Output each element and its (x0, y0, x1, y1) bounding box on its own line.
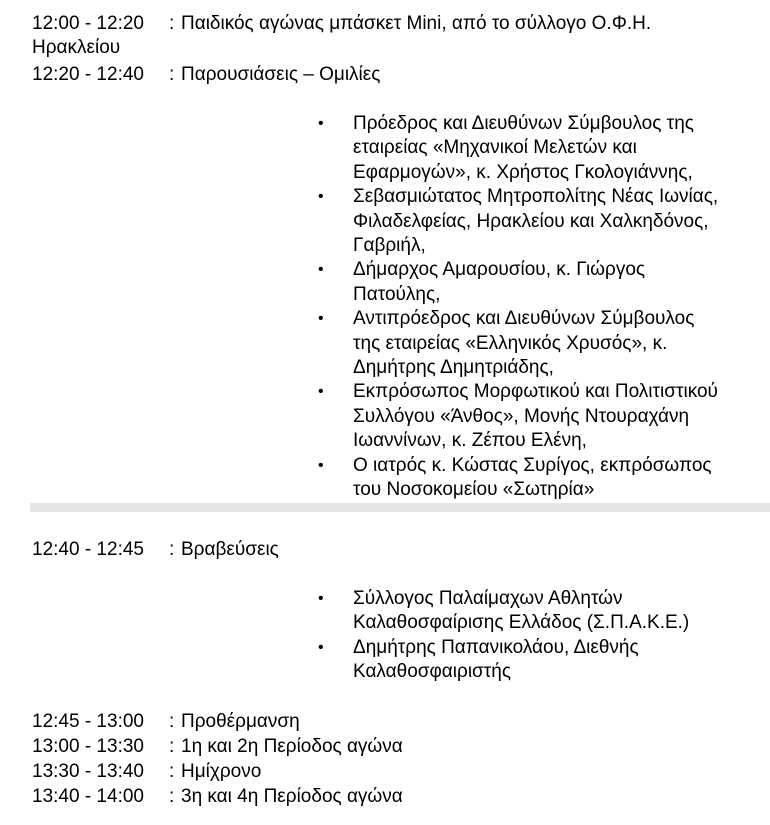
schedule-desc: 1η και 2η Περίοδος αγώνα (181, 736, 403, 757)
speaker-line: της εταιρείας «Ελληνικός Χρυσός», κ. (353, 332, 668, 354)
separator: : (169, 711, 175, 732)
schedule-row (32, 710, 300, 734)
schedule-time: 12:20 - 12:40 (32, 64, 144, 85)
separator: : (169, 786, 175, 807)
speaker-line: Πατούλης, (353, 283, 441, 305)
speaker-line: Γαβριήλ, (353, 235, 426, 257)
schedule-time: 12:40 - 12:45 (32, 539, 144, 560)
speaker-line: Πρόεδρος και Διευθύνων Σύμβουλος της (353, 113, 694, 134)
awardee-line: Σύλλογος Παλαίμαχων Αθλητών (353, 588, 623, 609)
schedule-row (32, 12, 651, 36)
speaker-line: εταιρείας «Μηχανικοί Μελετών και (353, 137, 637, 159)
speaker-line: Συλλόγου «Άνθος», Μονής Ντουραχάνη (353, 405, 690, 427)
schedule-time: 12:45 - 13:00 (32, 711, 144, 732)
schedule-row (32, 760, 261, 784)
list-item (318, 112, 718, 185)
list-item (318, 307, 718, 380)
bullet-icon: • (318, 188, 324, 206)
speakers-list (318, 112, 718, 503)
speaker-line: Φιλαδελφείας, Ηρακλείου και Χαλκηδόνος, (353, 210, 709, 232)
schedule-desc: Βραβεύσεις (181, 539, 279, 560)
schedule-row (32, 538, 279, 562)
schedule-time: 13:00 - 13:30 (32, 736, 144, 757)
schedule-desc-continued: Ηρακλείου (32, 37, 121, 58)
awardee-line: Δημήτρης Παπανικολάου, Διεθνής (353, 636, 639, 658)
separator: : (169, 736, 175, 757)
speaker-line: Σεβασμιώτατος Μητροπολίτης Νέας Ιωνίας, (353, 186, 719, 208)
list-item (318, 587, 689, 636)
bullet-icon: • (318, 383, 324, 401)
separator: : (169, 64, 175, 85)
list-item (318, 636, 689, 685)
list-item (318, 258, 718, 307)
awardee-line: Καλαθοσφαιριστής (353, 661, 511, 683)
schedule-row (32, 63, 380, 87)
schedule-desc: Παρουσιάσεις – Ομιλίες (181, 64, 381, 85)
awardee-line: Καλαθοσφαίρισης Ελλάδος (Σ.Π.Α.Κ.Ε.) (353, 612, 690, 634)
bullet-icon: • (318, 261, 324, 279)
separator: : (169, 13, 175, 34)
schedule-desc: Παιδικός αγώνας μπάσκετ Mini, από το σύλλογο Ο.Φ.Η. (181, 13, 652, 34)
speaker-line: Δήμαρχος Αμαρουσίου, κ. Γιώργος (353, 259, 646, 281)
bullet-icon: • (318, 310, 324, 328)
speaker-line: Ο ιατρός κ. Κώστας Συρίγος, εκπρόσωπος (353, 454, 712, 476)
awardees-list (318, 587, 689, 685)
list-item (318, 454, 718, 503)
schedule-desc: Ημίχρονο (181, 761, 262, 782)
bullet-icon: • (318, 115, 324, 132)
separator: : (169, 539, 175, 560)
speaker-line: Ιωαννίνων, κ. Ζέπου Ελένη, (353, 430, 587, 452)
speaker-line: του Νοσοκομείου «Σωτηρία» (353, 479, 595, 501)
schedule-time: 13:30 - 13:40 (32, 761, 144, 782)
schedule-time: 13:40 - 14:00 (32, 786, 144, 807)
list-item (318, 380, 718, 453)
bullet-icon: • (318, 590, 324, 607)
speaker-line: Εφαρμογών», κ. Χρήστος Γκολογιάννης, (353, 161, 693, 183)
schedule-row (32, 785, 403, 809)
section-divider (30, 503, 770, 512)
bullet-icon: • (318, 638, 324, 656)
speaker-line: Εκπρόσωπος Μορφωτικού και Πολιτιστικού (353, 381, 718, 403)
schedule-desc: 3η και 4η Περίοδος αγώνα (181, 786, 403, 807)
bullet-icon: • (318, 456, 324, 474)
speaker-line: Αντιπρόεδρος και Διευθύνων Σύμβουλος (353, 308, 695, 330)
list-item (318, 185, 718, 258)
schedule-time: 12:00 - 12:20 (32, 13, 144, 34)
separator: : (169, 761, 175, 782)
schedule-desc: Προθέρμανση (181, 711, 300, 732)
schedule-row (32, 735, 403, 759)
speaker-line: Δημήτρης Δημητριάδης, (353, 357, 554, 379)
